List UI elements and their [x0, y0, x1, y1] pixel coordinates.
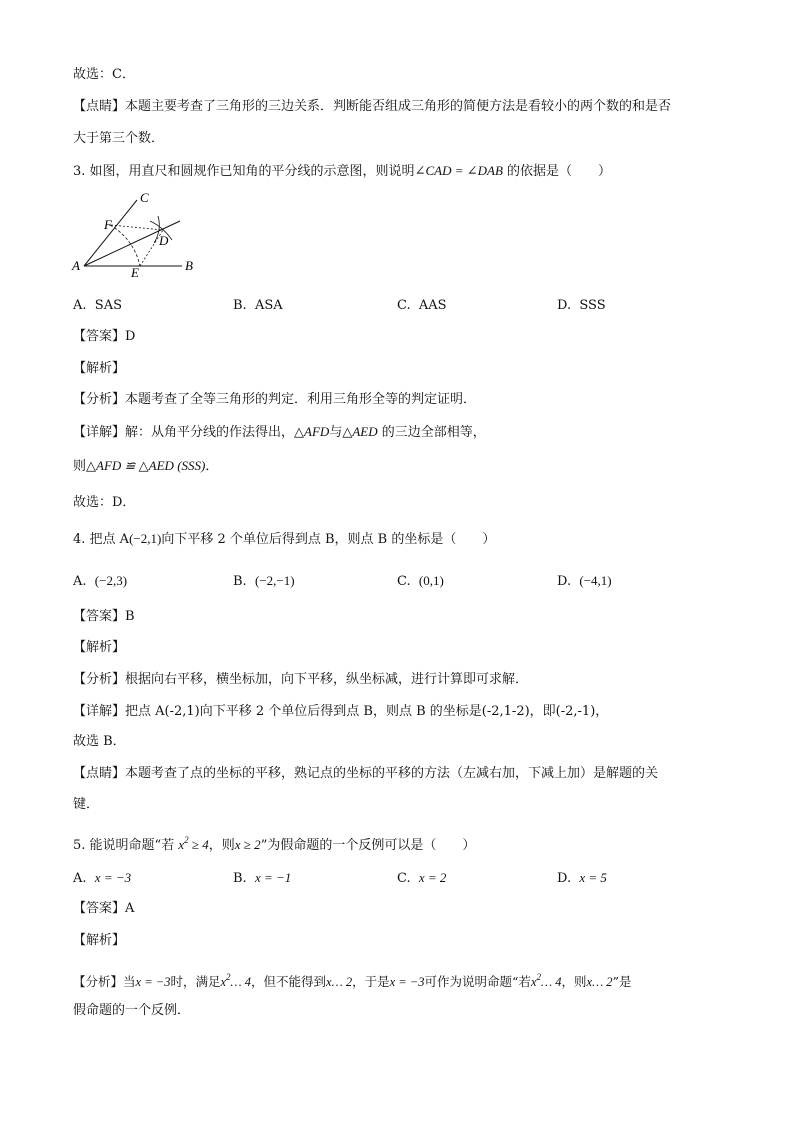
- segment-fd: [111, 225, 163, 230]
- q5-option-d[interactable]: D. x = 5: [557, 870, 607, 886]
- q5-option-c[interactable]: C. x = 2: [397, 870, 447, 886]
- label-e: E: [131, 265, 139, 280]
- q3-option-c[interactable]: C. AAS: [397, 298, 447, 313]
- label-c: C: [140, 190, 149, 205]
- arc-fe: [110, 225, 140, 266]
- prev-comment-cont: 大于第三个数．: [73, 131, 165, 146]
- q3-fenxi: 【分析】本题考查了全等三角形的判定．利用三角形全等的判定证明．: [73, 392, 477, 407]
- q5-fenxi: 【分析】当x = −3时，满足$x^2\dots$ 4，但不能得到x… 2，于是x = −3可作为说明命题“若$x^2\dots$ 4，则x… 2”是: [73, 972, 632, 989]
- prev-conclusion: 故选：C．: [73, 67, 135, 82]
- comment-tag: 【点睛】: [73, 99, 126, 114]
- q4-conclusion: 故选 B．: [73, 734, 126, 749]
- q4-comment-cont: 键．: [73, 797, 100, 812]
- q3-conclusion: 故选：D．: [73, 495, 136, 510]
- q3-option-b[interactable]: B. ASA: [233, 298, 283, 313]
- q5-stem: 5. 能说明命题“若 $x^2 \ge 4$，则x ≥ 2”为假命题的一个反例可以是（ ）: [73, 835, 476, 853]
- q4-detail: 【详解】把点 A(-2,1)向下平移 2 个单位后得到点 B，则点 B 的坐标是(-2,1-2)，即(-2,-1)，: [73, 704, 609, 719]
- q4-option-d[interactable]: D. (−4,1): [557, 573, 612, 589]
- q3-angle-equation: ∠CAD = ∠DAB: [414, 163, 503, 178]
- q4-option-c[interactable]: C. (0,1): [397, 573, 444, 589]
- q4-fenxi: 【分析】根据向右平移，横坐标加，向下平移，纵坐标减，进行计算即可求解．: [73, 672, 529, 687]
- label-a: A: [72, 258, 80, 273]
- q5-answer: 【答案】A: [73, 901, 135, 916]
- q3-analysis-tag: 【解析】: [73, 361, 126, 376]
- q4-option-a[interactable]: A. (−2,3): [73, 573, 128, 589]
- label-d: D: [159, 233, 169, 248]
- q4-stem: 4. 把点 A(−2,1)向下平移 2 个单位后得到点 B，则点 B 的坐标是（ ）: [73, 531, 496, 547]
- prev-comment: [73, 97, 671, 117]
- q5-option-a[interactable]: A. x = −3: [73, 870, 132, 886]
- q4-comment: 【点睛】本题考查了点的坐标的平移，熟记点的坐标的平移的方法（左减右加，下减上加）是解题的关: [73, 766, 659, 781]
- q3-number: 3.: [73, 164, 86, 179]
- q3-option-d[interactable]: D. SSS: [557, 298, 606, 313]
- comment-text: 本题主要考查了三角形的三边关系．判断能否组成三角形的简便方法是看较小的两个数的和是否: [125, 99, 672, 114]
- label-b: B: [185, 258, 193, 273]
- q5-option-b[interactable]: B. x = −1: [233, 870, 292, 886]
- q3-congruence: 则△AFD ≌ △AED (SSS)．: [73, 458, 219, 474]
- label-f: F: [104, 217, 112, 232]
- q5-fenxi-cont: 假命题的一个反例．: [73, 1003, 191, 1018]
- q3-stem: 3. 如图，用直尺和圆规作已知角的平分线的示意图，则说明∠CAD = ∠DAB 的依据是（ ）: [73, 163, 612, 179]
- angle-bisector-figure: [70, 188, 200, 280]
- ray-ac: [84, 200, 137, 266]
- q5-analysis-tag: 【解析】: [73, 933, 126, 948]
- q3-option-a[interactable]: A. SAS: [73, 298, 122, 313]
- q4-analysis-tag: 【解析】: [73, 640, 126, 655]
- q3-answer: 【答案】D: [73, 329, 136, 344]
- q3-detail: 【详解】解：从角平分线的作法得出，△AFD与△AED 的三边全部相等，: [73, 424, 486, 440]
- q4-answer: 【答案】B: [73, 609, 135, 624]
- q4-option-b[interactable]: B. (−2,−1): [233, 573, 295, 589]
